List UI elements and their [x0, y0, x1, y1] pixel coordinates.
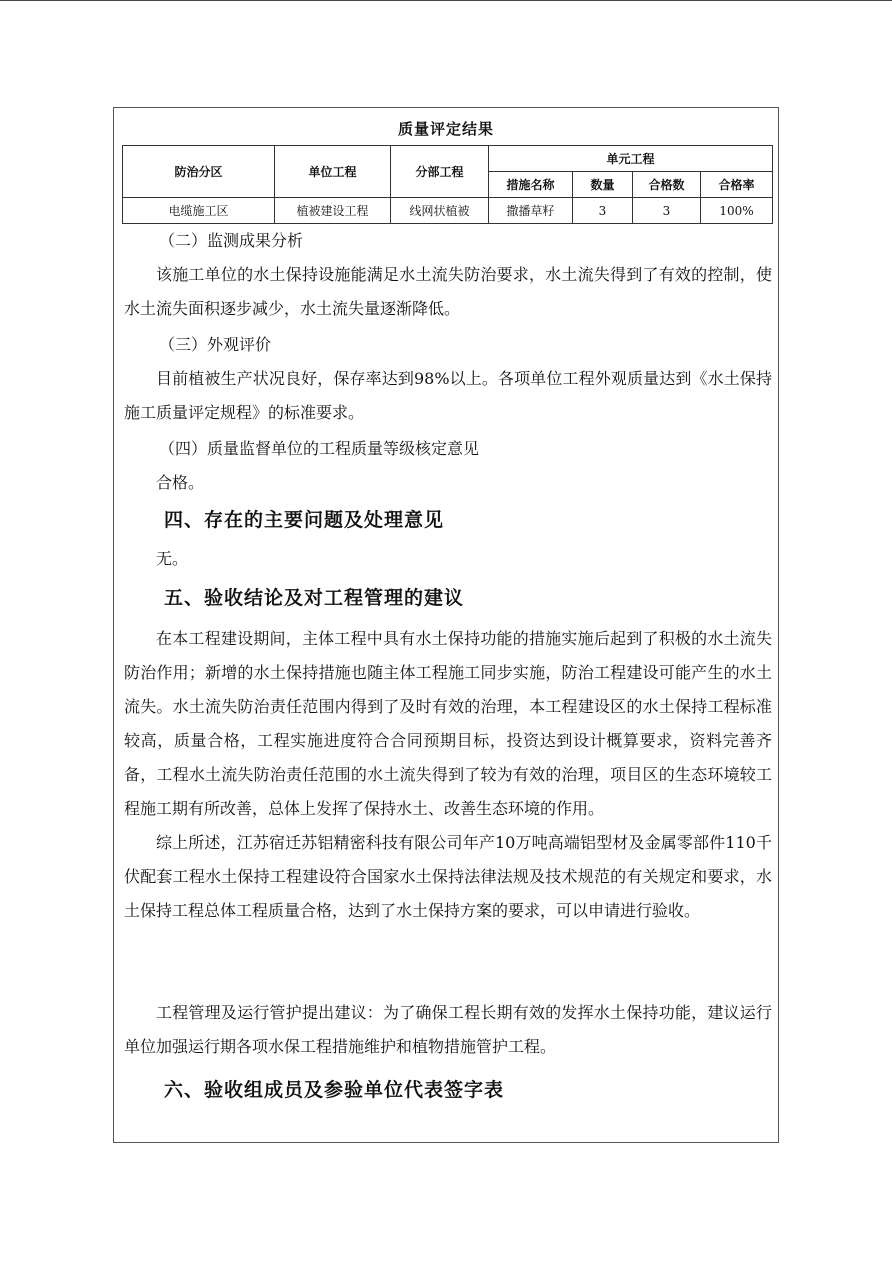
- section-4-text: 合格。: [156, 473, 205, 492]
- section-2-title: （二）监测成果分析: [159, 231, 304, 250]
- table-title: 质量评定结果: [397, 120, 494, 138]
- heading-5-paragraph-1: 在本工程建设期间，主体工程中具有水土保持功能的措施实施后起到了积极的水土流失防治作用；新增的水土保持措施也随主体工程施工同步实施，防治工程建设可能产生的水土流失。水土流失防治责任范围内得到了及时有效的治理，本工程建设区的水土保持工程标准较高，质量合格，工程实施进度符合合同预期目标，投资达到设计概算要求，资料完善齐备，工程水土流失防治责任范围的水土流失得到了较为有效的治理，项目区的生态环境较工程施工期有所改善，总体上发挥了保持水土、改善生态环境的作用。: [124, 629, 772, 818]
- header-element-project: 单元工程: [489, 146, 773, 172]
- header-measure-name: 措施名称: [489, 172, 573, 198]
- heading-5-paragraph-2: 综上所述，江苏宿迁苏铝精密科技有限公司年产10万吨高端铝型材及金属零部件110千伏配套工程水土保持工程建设符合国家水土保持法律法规及技术规范的有关规定和要求，水土保持工程总体工程质量合格，达到了水土保持方案的要求，可以申请进行验收。: [124, 833, 772, 920]
- document-frame: [113, 107, 779, 1143]
- heading-4-text: 无。: [156, 549, 189, 568]
- page-top-rule: [0, 0, 892, 1]
- header-unit-project: 单位工程: [275, 146, 391, 198]
- section-2-text: 该施工单位的水土保持设施能满足水土流失防治要求，水土流失得到了有效的控制，使水土流失面积逐步减少，水土流失量逐渐降低。: [124, 265, 772, 318]
- header-quantity: 数量: [573, 172, 633, 198]
- heading-5: 五、验收结论及对工程管理的建议: [164, 587, 465, 609]
- section-4-title: （四）质量监督单位的工程质量等级核定意见: [159, 439, 480, 458]
- cell-qualified-count: 3: [633, 198, 701, 224]
- cell-zone: 电缆施工区: [123, 198, 275, 224]
- quality-table: [122, 145, 773, 224]
- heading-5-paragraph-3: 工程管理及运行管护提出建议：为了确保工程长期有效的发挥水土保持功能，建议运行单位加强运行期各项水保工程措施维护和植物措施管护工程。: [124, 1003, 772, 1056]
- cell-unit-project: 植被建设工程: [275, 198, 391, 224]
- heading-4: 四、存在的主要问题及处理意见: [164, 509, 445, 531]
- cell-quantity: 3: [573, 198, 633, 224]
- cell-measure-name: 撒播草籽: [489, 198, 573, 224]
- header-qualified-count: 合格数: [633, 172, 701, 198]
- section-3-title: （三）外观评价: [159, 335, 272, 354]
- header-qualified-rate: 合格率: [701, 172, 773, 198]
- header-sub-project: 分部工程: [391, 146, 489, 198]
- cell-sub-project: 线网状植被: [391, 198, 489, 224]
- heading-6: 六、验收组成员及参验单位代表签字表: [164, 1079, 505, 1101]
- section-3-text: 目前植被生产状况良好，保存率达到98%以上。各项单位工程外观质量达到《水土保持施工质量评定规程》的标准要求。: [124, 369, 772, 422]
- table-row: [123, 198, 773, 224]
- cell-qualified-rate: 100%: [701, 198, 773, 224]
- header-zone: 防治分区: [123, 146, 275, 198]
